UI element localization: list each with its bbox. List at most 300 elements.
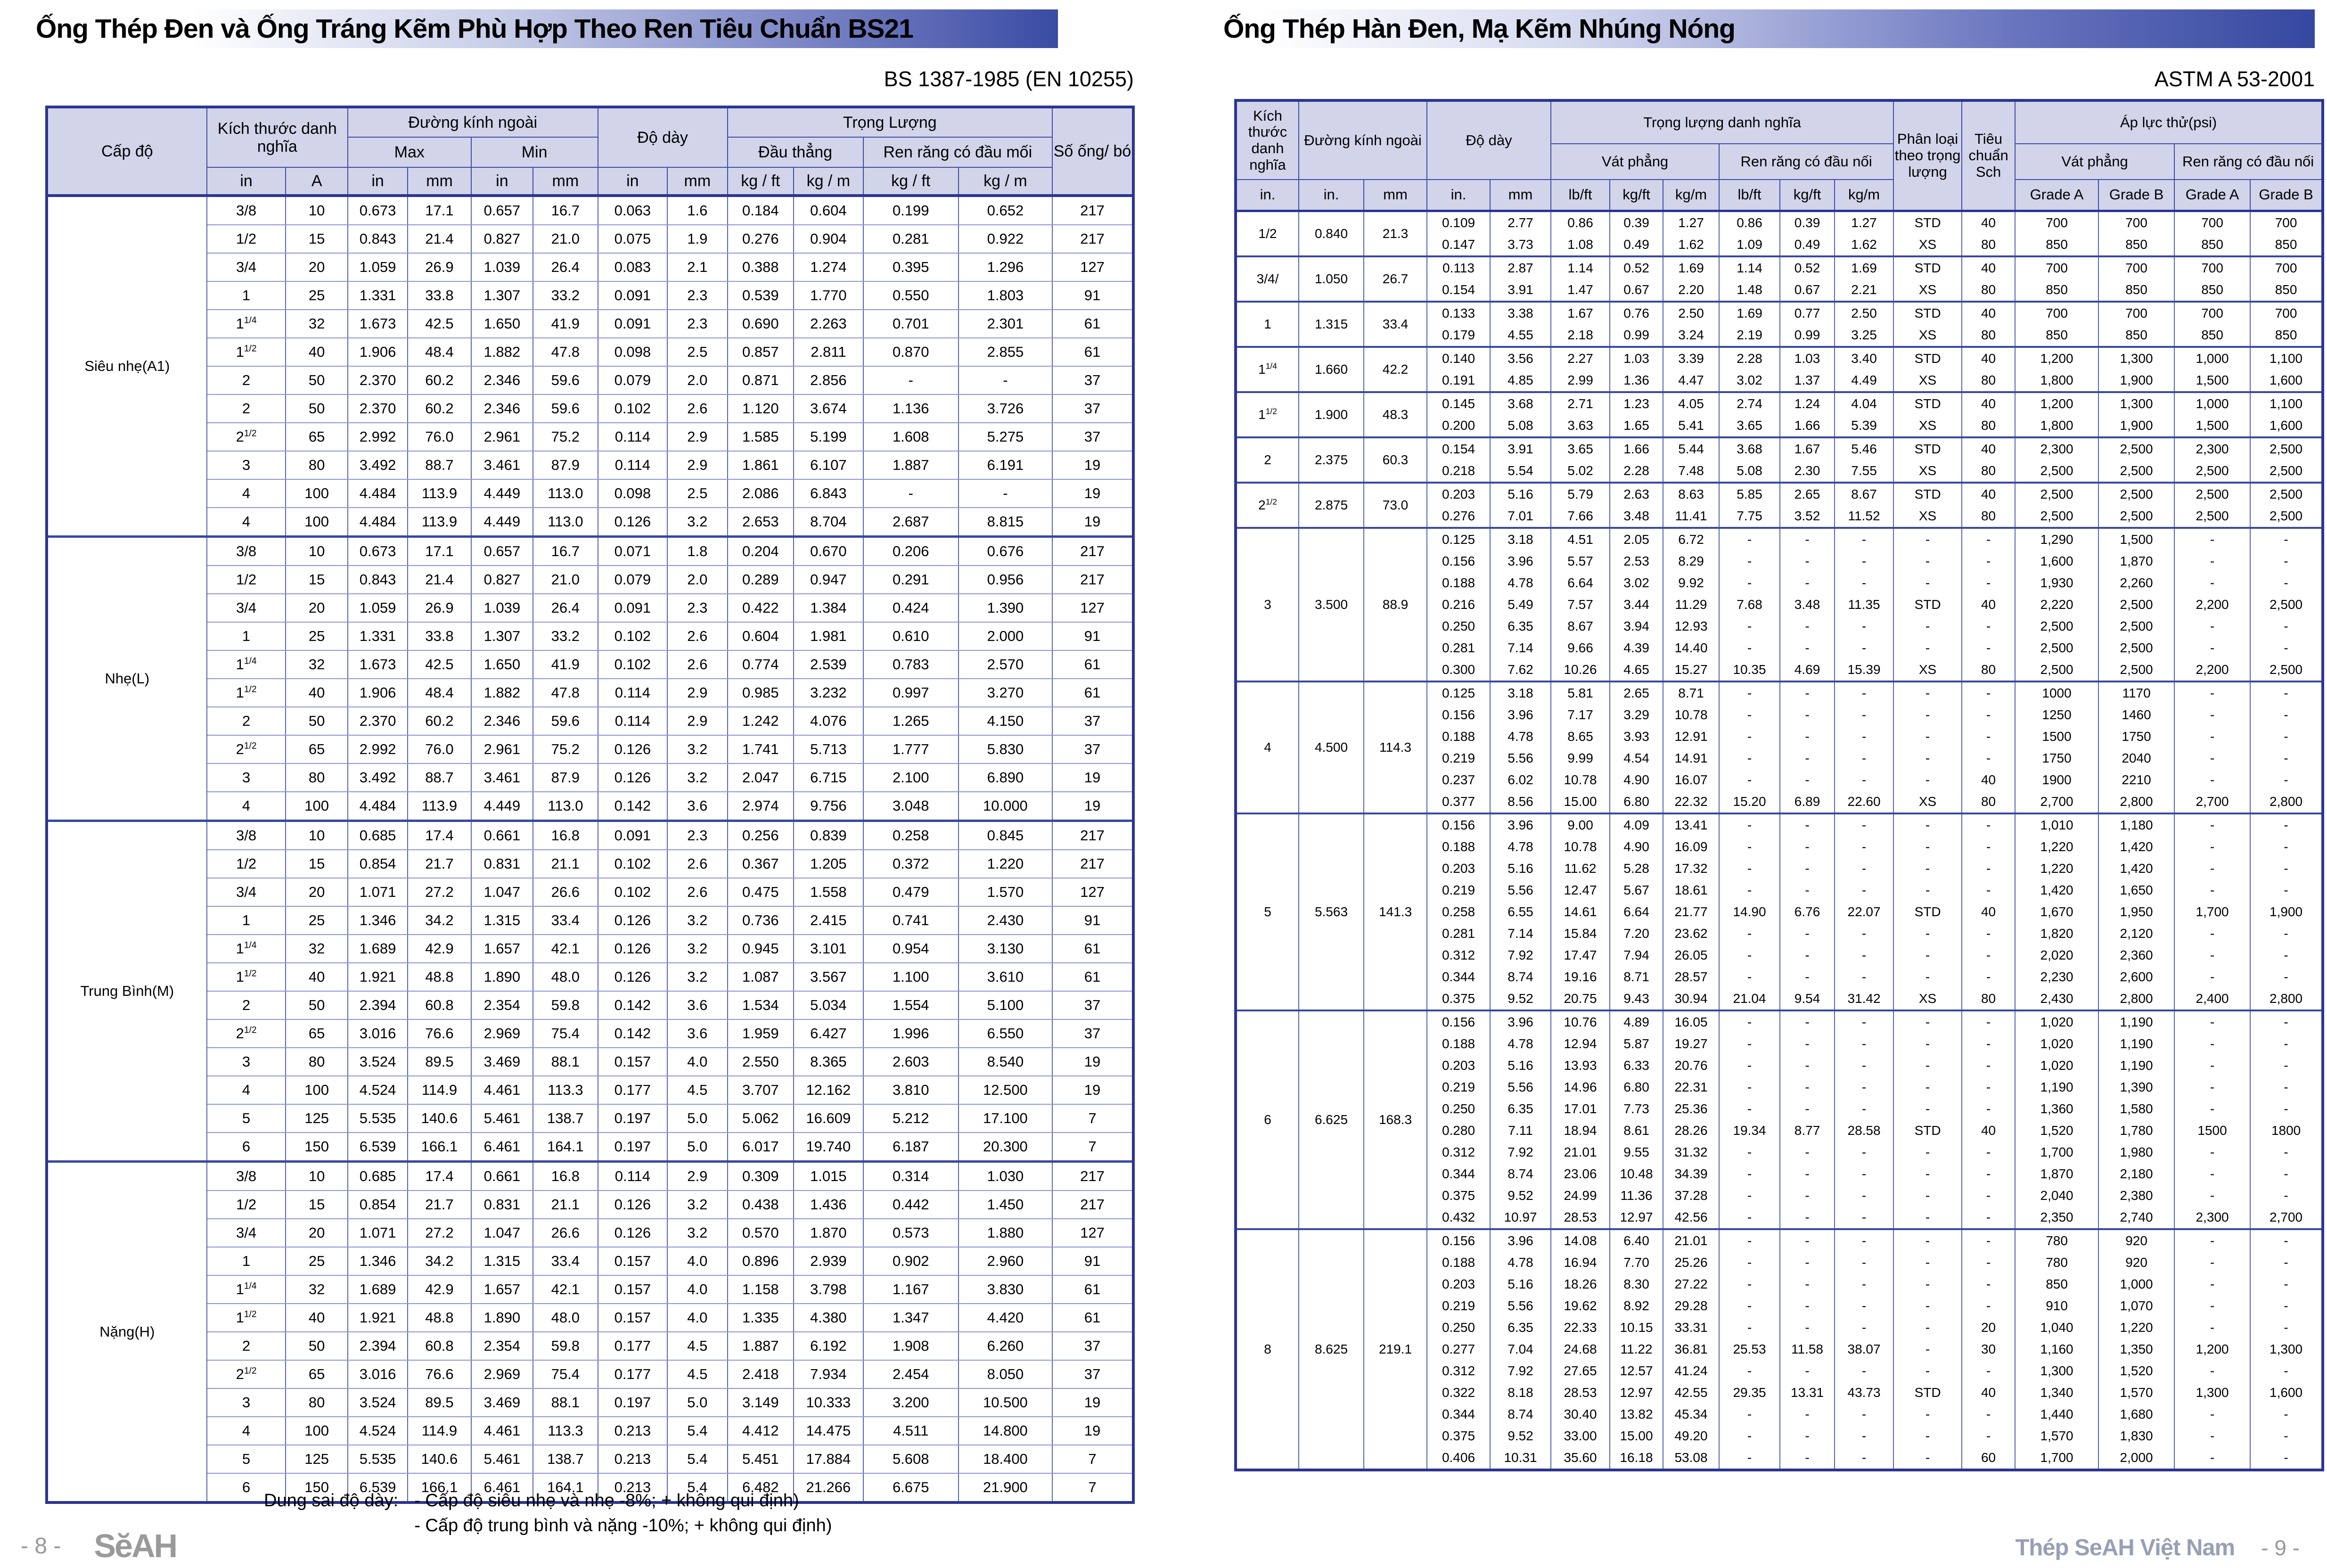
cell: STD [1893, 901, 1962, 923]
cell: 19 [1052, 792, 1133, 821]
unit-mm: mm [533, 167, 598, 196]
cell: 7.14 [1490, 923, 1551, 944]
size-cell: $1^{1/2}$ [207, 679, 286, 707]
cell: 1,650 [2098, 879, 2174, 901]
cell: 1.347 [863, 1304, 959, 1332]
cell: 40 [1962, 392, 2015, 415]
cell: 0.661 [471, 1162, 533, 1191]
cell: 8.67 [1835, 483, 1893, 505]
cell: XS [1893, 659, 1962, 681]
cell: 8.540 [959, 1048, 1052, 1076]
cell: 10.76 [1551, 1010, 1610, 1033]
cell: 21.1 [533, 850, 598, 878]
unit-kg-m: kg / m [794, 167, 863, 196]
cell: 9.66 [1551, 637, 1610, 659]
cell: - [2174, 879, 2250, 901]
table-row [47, 1219, 1133, 1247]
cell: - [1962, 1163, 2015, 1185]
cell: 6.482 [728, 1473, 794, 1502]
cell: 2,300 [2174, 437, 2250, 460]
cell: 3.24 [1663, 324, 1719, 347]
od-mm-cell: 168.3 [1364, 1010, 1427, 1229]
cell: 217 [1052, 196, 1133, 225]
size-cell: 3/8 [207, 1162, 286, 1191]
cell: 37 [1052, 1332, 1133, 1360]
cell: 9.756 [794, 792, 863, 821]
cell: - [1835, 1033, 1893, 1055]
cell: - [1780, 1447, 1835, 1470]
cell: 1.205 [794, 850, 863, 878]
cell: 1.030 [959, 1162, 1052, 1191]
cell: 88.7 [408, 451, 471, 479]
size-cell: $1^{1/2}$ [1236, 392, 1299, 437]
cell: STD [1893, 256, 1962, 279]
cell: - [1719, 1141, 1780, 1163]
cell: 5.49 [1490, 594, 1551, 616]
cell: 4.0 [667, 1247, 727, 1275]
size-cell: 3/4/ [1236, 256, 1299, 302]
cell: 0.091 [598, 594, 668, 622]
cell: 26.6 [533, 1219, 598, 1247]
cell: 1.534 [728, 991, 794, 1019]
size-cell: $1^{1/4}$ [207, 935, 286, 963]
cell: - [2250, 1317, 2323, 1338]
cell: 1,600 [2250, 369, 2323, 392]
cell: - [1893, 726, 1962, 747]
cell: 850 [2250, 324, 2323, 347]
cell: 3.48 [1780, 594, 1835, 616]
cell: - [2174, 944, 2250, 966]
cell: 2,020 [2015, 944, 2098, 966]
cell: - [1780, 616, 1835, 637]
cell: 1.335 [728, 1304, 794, 1332]
cell: - [1962, 637, 2015, 659]
cell: 1.608 [863, 423, 959, 451]
cell: - [1962, 1252, 2015, 1273]
left-page-title-bar [28, 9, 1058, 48]
cell: 10.26 [1551, 659, 1610, 681]
cell: 12.500 [959, 1076, 1052, 1104]
cell: 19 [1052, 1417, 1133, 1445]
cell: 40 [286, 963, 347, 991]
cell: 8.704 [794, 508, 863, 537]
cell: 80 [286, 1388, 347, 1417]
cell: 2,260 [2098, 572, 2174, 594]
cell: 100 [286, 508, 347, 537]
cell: 1.67 [1551, 302, 1610, 324]
notes-items [414, 1488, 832, 1538]
cell: 3.707 [728, 1076, 794, 1104]
cell: 0.126 [598, 1219, 668, 1247]
cell: 0.904 [794, 225, 863, 253]
size-cell: 2 [207, 991, 286, 1019]
cell: - [1835, 1185, 1893, 1207]
cell: 11.35 [1835, 594, 1893, 616]
cell: - [1780, 1076, 1835, 1098]
cell: 0.673 [348, 537, 408, 566]
size-cell: $1^{1/4}$ [207, 1275, 286, 1304]
header-min: Min [471, 137, 598, 167]
cell: 0.922 [959, 225, 1052, 253]
cell: 17.1 [408, 537, 471, 566]
cell: 113.0 [533, 479, 598, 508]
cell: 42.9 [408, 1275, 471, 1304]
cell: - [2174, 616, 2250, 637]
cell: 61 [1052, 963, 1133, 991]
cell: 5.16 [1490, 858, 1551, 879]
cell: 0.079 [598, 566, 668, 594]
cell: 1.803 [959, 281, 1052, 310]
cell: 50 [286, 394, 347, 423]
cell: 0.479 [863, 878, 959, 906]
cell: 2,300 [2174, 1207, 2250, 1229]
cell: 0.945 [728, 935, 794, 963]
cell: 7.48 [1663, 460, 1719, 483]
cell: 3.130 [959, 935, 1052, 963]
cell: - [1780, 1404, 1835, 1425]
cell: 4.39 [1610, 637, 1663, 659]
cell: 5.79 [1551, 483, 1610, 505]
cell: 2.370 [348, 366, 408, 394]
cell: 1,820 [2015, 923, 2098, 944]
cell: 1,000 [2098, 1273, 2174, 1295]
table-row [47, 479, 1133, 508]
cell: - [1780, 1098, 1835, 1120]
cell: 2,600 [2098, 966, 2174, 988]
cell: 10.000 [959, 792, 1052, 821]
cell: 125 [286, 1445, 347, 1473]
cell: 48.0 [533, 963, 598, 991]
cell: 34.2 [408, 906, 471, 935]
cell: 1,020 [2015, 1033, 2098, 1055]
cell: 8.56 [1490, 791, 1551, 813]
cell: 0.098 [598, 338, 668, 366]
cell: 10.78 [1551, 769, 1610, 791]
cell: 3.492 [348, 763, 408, 792]
table-row [1236, 528, 2323, 550]
cell: 1,350 [2098, 1338, 2174, 1360]
cell: 4.54 [1610, 747, 1663, 769]
cell: 6.35 [1490, 1317, 1551, 1338]
size-cell: 1/2 [207, 1190, 286, 1219]
cell: 700 [2015, 302, 2098, 324]
cell: 0.276 [1427, 505, 1490, 528]
cell: - [1893, 1076, 1962, 1098]
cell: - [1719, 813, 1780, 836]
cell: 7 [1052, 1445, 1133, 1473]
cell: 12.91 [1663, 726, 1719, 747]
cell: 21.7 [408, 1190, 471, 1219]
cell: 1,190 [2098, 1033, 2174, 1055]
cell: 11.36 [1610, 1185, 1663, 1207]
cell: 37 [1052, 1019, 1133, 1048]
cell: - [1835, 1207, 1893, 1229]
cell: 2.100 [863, 763, 959, 792]
cell: 3.18 [1490, 528, 1551, 550]
cell: XS [1893, 234, 1962, 256]
cell: - [1719, 858, 1780, 879]
cell: 75.2 [533, 735, 598, 763]
od-in-cell: 5.563 [1299, 813, 1364, 1010]
cell: 8.65 [1551, 726, 1610, 747]
cell: 217 [1052, 1190, 1133, 1219]
cell: 5.461 [471, 1445, 533, 1473]
cell: 3.96 [1490, 1229, 1551, 1252]
cell: 1.14 [1551, 256, 1610, 279]
table-row [47, 1275, 1133, 1304]
size-cell: 3/4 [207, 878, 286, 906]
cell: 65 [286, 1019, 347, 1048]
header-so-ong: Số ống/ bó [1052, 107, 1133, 196]
cell: 0.071 [598, 537, 668, 566]
cell: 3.101 [794, 935, 863, 963]
size-cell: 1/2 [207, 225, 286, 253]
cell: 0.49 [1780, 234, 1835, 256]
cell: - [1962, 858, 2015, 879]
cell: 1,300 [2098, 392, 2174, 415]
cell: - [1719, 747, 1780, 769]
cell: 12.57 [1610, 1360, 1663, 1382]
header-kich-thuoc: Kích thước danh nghĩa [207, 107, 348, 167]
cell: - [1893, 550, 1962, 572]
cell: - [2250, 1033, 2323, 1055]
unit-in: in [471, 167, 533, 196]
cell: - [1962, 1098, 2015, 1120]
right-page-title: Ống Thép Hàn Đen, Mạ Kẽm Nhúng Nóng [1223, 14, 1735, 44]
cell: - [1780, 1252, 1835, 1273]
header-trong-luong: Trọng Lượng [728, 107, 1052, 137]
cell: 4.49 [1835, 369, 1893, 392]
cell: 12.97 [1610, 1382, 1663, 1404]
cell: 33.4 [533, 1247, 598, 1275]
cell: 14.08 [1551, 1229, 1610, 1252]
cell: 0.395 [863, 253, 959, 281]
cell: 42.55 [1663, 1382, 1719, 1404]
cell: 2.539 [794, 650, 863, 679]
cell: 15.39 [1835, 659, 1893, 681]
cell: 1.48 [1719, 279, 1780, 302]
cell: 59.8 [533, 1332, 598, 1360]
header-do-day: Độ dày [598, 107, 728, 167]
cell: 1.777 [863, 735, 959, 763]
cell: - [1719, 923, 1780, 944]
cell: 60.8 [408, 991, 471, 1019]
cell: - [1835, 966, 1893, 988]
cell: 0.203 [1427, 1273, 1490, 1295]
cell: - [2250, 1141, 2323, 1163]
cell: 0.783 [863, 650, 959, 679]
cell: 6.40 [1610, 1229, 1663, 1252]
cell: - [2174, 966, 2250, 988]
cell: 1.242 [728, 707, 794, 735]
unit-mm: mm [408, 167, 471, 196]
cell: - [1962, 704, 2015, 726]
left-page-number: - 8 - [21, 1533, 61, 1559]
cell: 7.934 [794, 1360, 863, 1388]
cell: 21.77 [1663, 901, 1719, 923]
unit-kg-m: kg / m [959, 167, 1052, 196]
cell: 10.31 [1490, 1447, 1551, 1470]
cell: 2.346 [471, 707, 533, 735]
group-label: Siêu nhẹ(A1) [47, 196, 207, 537]
cell: 1.8 [667, 537, 727, 566]
cell: 0.281 [863, 225, 959, 253]
cell: - [1780, 572, 1835, 594]
size-cell: 3 [1236, 528, 1299, 681]
cell: 2.301 [959, 310, 1052, 338]
cell: - [1780, 637, 1835, 659]
cell: 1,800 [2015, 415, 2098, 437]
cell: 8.050 [959, 1360, 1052, 1388]
cell: - [1835, 769, 1893, 791]
cell: 0.197 [598, 1388, 668, 1417]
cell: 40 [1962, 1382, 2015, 1404]
cell: 8.74 [1490, 966, 1551, 988]
unit-in: in. [1427, 180, 1490, 211]
right-page-title-bar [1216, 9, 2315, 48]
cell: 6.02 [1490, 769, 1551, 791]
cell: - [1835, 637, 1893, 659]
cell: 47.8 [533, 338, 598, 366]
cell: 61 [1052, 650, 1133, 679]
cell: 166.1 [408, 1473, 471, 1502]
table-row [47, 566, 1133, 594]
cell: 2.856 [794, 366, 863, 394]
header-dau-thang: Đầu thẳng [728, 137, 863, 167]
cell: - [2250, 1098, 2323, 1120]
cell: 4.380 [794, 1304, 863, 1332]
cell: - [1835, 1098, 1893, 1120]
cell: 10.500 [959, 1388, 1052, 1417]
unit-in: in [348, 167, 408, 196]
cell: 3.461 [471, 763, 533, 792]
cell: 5.85 [1719, 483, 1780, 505]
cell: 0.154 [1427, 279, 1490, 302]
cell: 0.442 [863, 1190, 959, 1219]
cell: 27.2 [408, 878, 471, 906]
cell: 30.94 [1663, 988, 1719, 1010]
table-row [47, 1019, 1133, 1048]
cell: 9.52 [1490, 988, 1551, 1010]
cell: - [1719, 944, 1780, 966]
cell: 65 [286, 735, 347, 763]
cell: 0.422 [728, 594, 794, 622]
cell: 1.307 [471, 622, 533, 650]
cell: 4.5 [667, 1332, 727, 1360]
cell: 42.9 [408, 935, 471, 963]
cell: 0.281 [1427, 923, 1490, 944]
cell: 0.102 [598, 394, 668, 423]
cell: 4.449 [471, 508, 533, 537]
cell: 5.41 [1663, 415, 1719, 437]
cell: 5.034 [794, 991, 863, 1019]
cell: 217 [1052, 537, 1133, 566]
cell: 1.62 [1835, 234, 1893, 256]
cell: 2.6 [667, 622, 727, 650]
cell: 3.524 [348, 1048, 408, 1076]
cell: 4.511 [863, 1417, 959, 1445]
cell: 80 [1962, 415, 2015, 437]
cell: 1,570 [2098, 1382, 2174, 1404]
cell: STD [1893, 392, 1962, 415]
cell: 0.142 [598, 792, 668, 821]
cell: - [1835, 1252, 1893, 1273]
cell: - [1835, 1076, 1893, 1098]
cell: - [1962, 966, 2015, 988]
cell: 2210 [2098, 769, 2174, 791]
cell: 20 [1962, 1317, 2015, 1338]
cell: 91 [1052, 281, 1133, 310]
cell: 2.346 [471, 394, 533, 423]
cell: 0.736 [728, 906, 794, 935]
cell: 1,100 [2250, 347, 2323, 369]
cell: 18.61 [1663, 879, 1719, 901]
cell: 850 [2098, 324, 2174, 347]
cell: 50 [286, 707, 347, 735]
cell: 21.4 [408, 225, 471, 253]
cell: 1.921 [348, 1304, 408, 1332]
cell: 2.974 [728, 792, 794, 821]
cell: 53.08 [1663, 1447, 1719, 1470]
cell: 0.86 [1551, 211, 1610, 234]
cell: 76.6 [408, 1019, 471, 1048]
cell: 1,220 [2015, 858, 2098, 879]
table-row [47, 679, 1133, 707]
bs21-pipe-table [45, 106, 1135, 1504]
cell: - [1719, 1098, 1780, 1120]
cell: 0.86 [1719, 211, 1780, 234]
cell: - [2174, 1229, 2250, 1252]
cell: 1.390 [959, 594, 1052, 622]
cell: 0.314 [863, 1162, 959, 1191]
cell: 49.20 [1663, 1425, 1719, 1447]
cell: 19.740 [794, 1133, 863, 1162]
cell: 113.3 [533, 1076, 598, 1104]
cell: XS [1893, 369, 1962, 392]
size-cell: $2^{1/2}$ [1236, 483, 1299, 528]
cell: 2,000 [2098, 1447, 2174, 1470]
cell: 3.048 [863, 792, 959, 821]
seah-logo: SĕAH [94, 1527, 177, 1564]
cell: 0.954 [863, 935, 959, 963]
cell: 1,200 [2174, 1338, 2250, 1360]
cell: 1.37 [1780, 369, 1835, 392]
header-ren-rang: Ren răng có đầu nối [2174, 144, 2323, 180]
cell: 0.102 [598, 622, 668, 650]
header-grade-a: Grade A [2015, 180, 2098, 211]
cell: 11.22 [1610, 1338, 1663, 1360]
cell: 6.72 [1663, 528, 1719, 550]
cell: 0.126 [598, 763, 668, 792]
cell: 125 [286, 1104, 347, 1133]
cell: 5.16 [1490, 483, 1551, 505]
cell: 1,190 [2098, 1055, 2174, 1076]
cell: 91 [1052, 1247, 1133, 1275]
cell: 0.375 [1427, 1425, 1490, 1447]
cell: 59.6 [533, 394, 598, 423]
cell: 5.16 [1490, 1273, 1551, 1295]
cell: 1.880 [959, 1219, 1052, 1247]
cell: 1,580 [2098, 1098, 2174, 1120]
cell: 17.47 [1551, 944, 1610, 966]
cell: - [1962, 1033, 2015, 1055]
cell: 5.56 [1490, 1076, 1551, 1098]
cell: 850 [2015, 234, 2098, 256]
od-in-cell: 1.900 [1299, 392, 1364, 437]
header-kich-thuoc: Kích thước danh nghĩa [1236, 100, 1299, 180]
cell: 3.016 [348, 1360, 408, 1388]
cell: 2.370 [348, 394, 408, 423]
